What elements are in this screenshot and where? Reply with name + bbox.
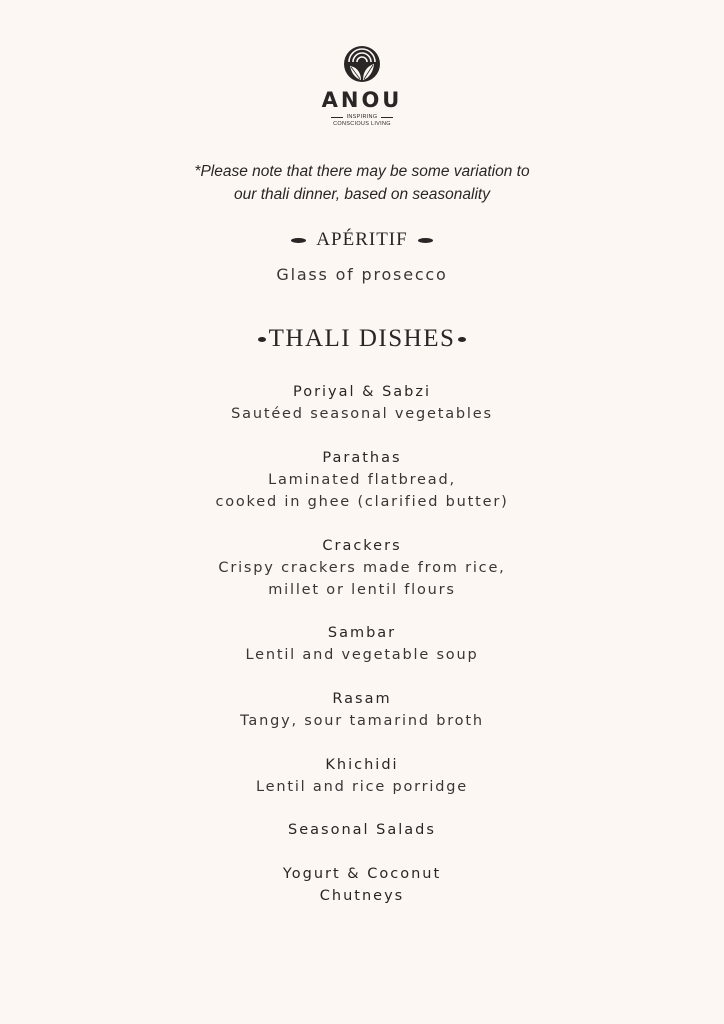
dish-item [0, 535, 724, 601]
note-line1: *Please note that there may be some variation to [194, 163, 530, 180]
dish-item [0, 754, 724, 798]
pill-ornament [258, 337, 266, 342]
divider [381, 117, 393, 118]
note-line2: our thali dinner, based on seasonality [234, 186, 490, 203]
dish-description: Tangy, sour tamarind broth [240, 713, 484, 729]
pill-ornament [458, 337, 466, 342]
dish-item [0, 447, 724, 513]
dish-name: Crackers [322, 538, 402, 554]
pill-ornament [418, 238, 433, 243]
aperitif-item: Glass of prosecco [276, 265, 448, 284]
dish-name: Khichidi [325, 757, 399, 773]
aperitif-title: APÉRITIF [316, 229, 408, 250]
dish-description: Lentil and rice porridge [256, 779, 468, 795]
dish-name: Sambar [327, 625, 397, 641]
aperitif-heading [0, 229, 724, 251]
dish-item [0, 622, 724, 666]
seasonality-note [0, 160, 724, 206]
logo [0, 44, 724, 127]
thali-title: THALI DISHES [268, 325, 456, 352]
dish-description: Lentil and vegetable soup [245, 647, 479, 663]
dish-name: Poriyal & Sabzi [292, 384, 432, 400]
pill-ornament [291, 238, 306, 243]
tagline [0, 114, 724, 120]
dish-name: Seasonal Salads [288, 822, 436, 838]
dish-item [0, 381, 724, 425]
brand-name: ANOU [321, 88, 403, 112]
tagline-line2: CONSCIOUS LIVING [333, 121, 391, 127]
dish-item [0, 819, 724, 841]
thali-heading [0, 325, 724, 353]
dish-item [0, 863, 724, 907]
dish-name: Yogurt & Coconut [282, 866, 442, 882]
dish-description: millet or lentil flours [268, 582, 456, 598]
tagline-line1: INSPIRING [346, 114, 378, 120]
dish-description: Crispy crackers made from rice, [218, 560, 506, 576]
dish-description: Laminated flatbread, [268, 472, 456, 488]
leaf-sun-icon [342, 44, 382, 84]
dish-item [0, 688, 724, 732]
dish-description: Sautéed seasonal vegetables [231, 406, 493, 422]
dish-name: Chutneys [319, 888, 405, 904]
dish-description: cooked in ghee (clarified butter) [215, 494, 509, 510]
divider [331, 117, 343, 118]
dish-name: Parathas [322, 450, 402, 466]
dish-name: Rasam [332, 691, 392, 707]
